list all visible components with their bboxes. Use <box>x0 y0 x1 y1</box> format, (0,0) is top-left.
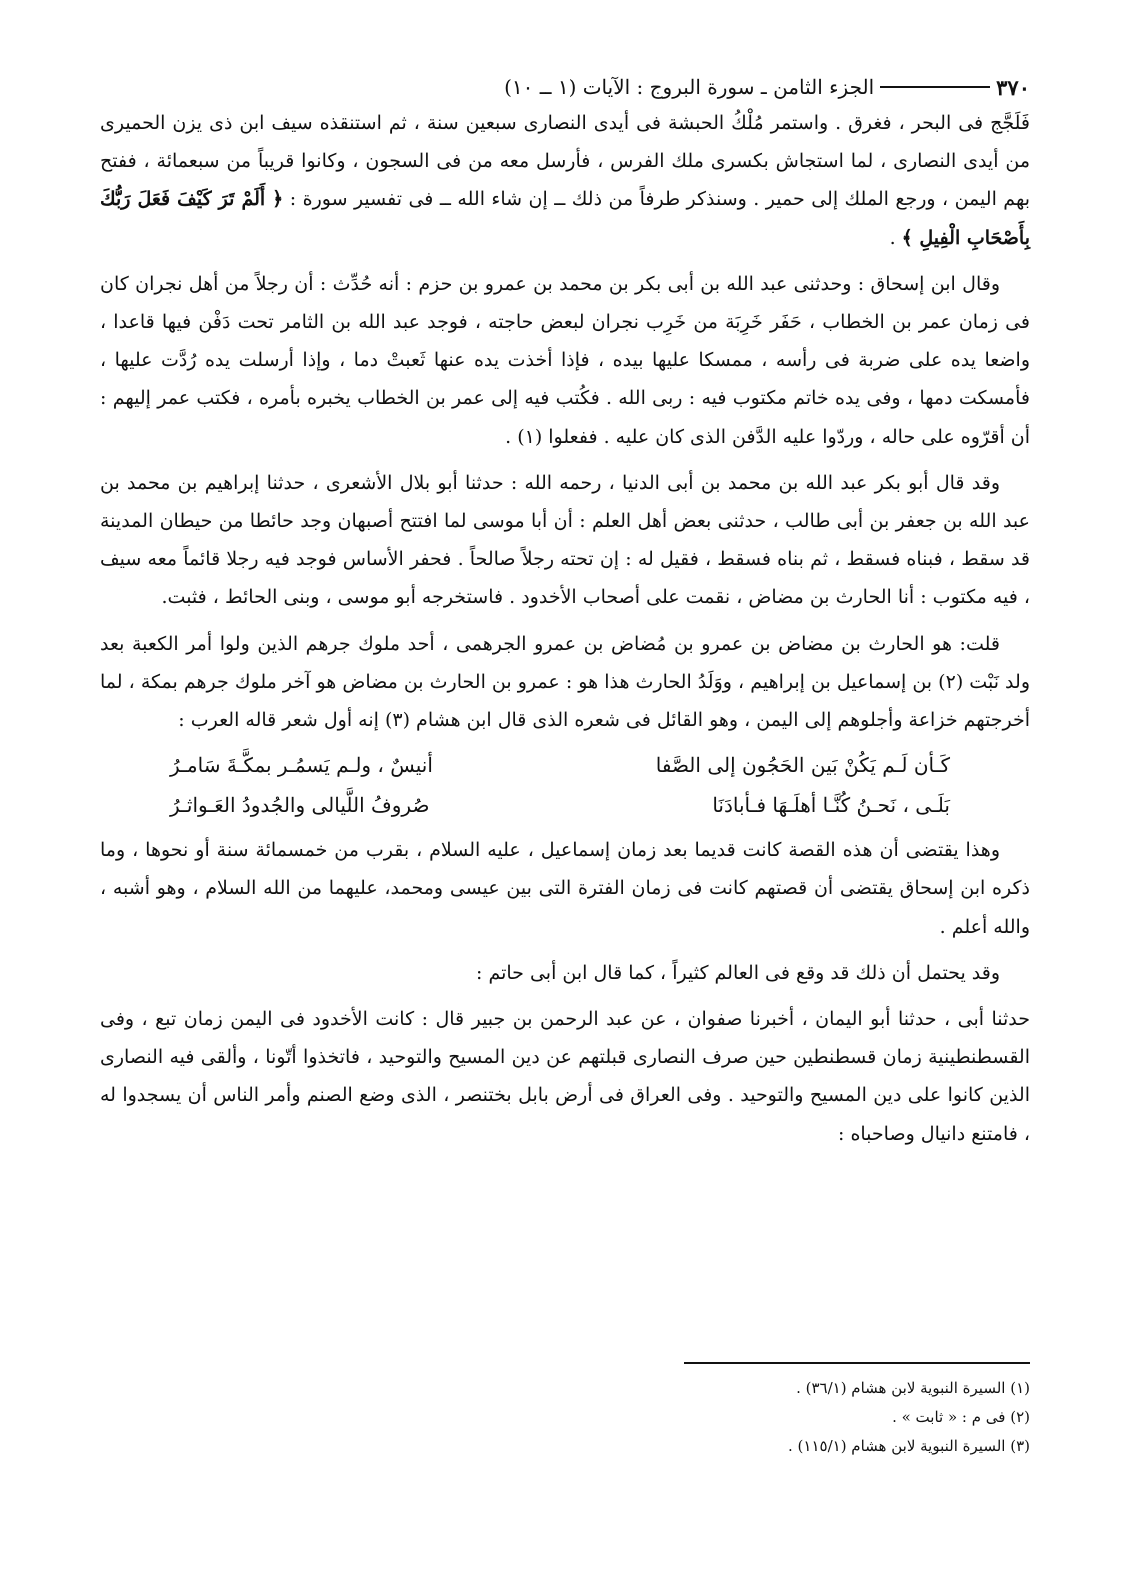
poem-line-2-second-hemistich: صُروفُ اللَّيالى والجُدودُ العَـواثـرُ <box>170 793 430 818</box>
paragraph-1-text: فَلَجَّج فى البحر ، فغرق . واستمر مُلْكُ الحبشة فى أيدى النصارى سبعين سنة ، ثم استنقذه سيف ابن ذى يزن الحميرى من أيدى النصارى ، لما استجاش بكسرى ملك الفرس ، فأرسل معه من فى السجون ، وكانوا قريباً من سبعمائة ، ففتح بهم اليمن ، ورجع الملك إلى حمير . وسنذكر طرفاً من ذلك ــ إن شاء الله ــ فى تفسير سورة : <box>100 112 1030 211</box>
footnote-1: (١) السيرة النبوية لابن هشام (٣٦/١) . <box>796 1379 1030 1397</box>
poem-line-1-first-hemistich: كَـأن لَـم يَكُنْ بَين الحَجُون إلى الصَّفا <box>655 753 950 778</box>
footnotes <box>530 1374 1030 1461</box>
paragraph-7: حدثنا أبى ، حدثنا أبو اليمان ، أخبرنا صفوان ، عن عبد الرحمن بن جبير قال : كانت الأخدود فى اليمن زمان تبع ، وفى القسطنطينية زمان قسطنطين حين صرف النصارى قبلتهم عن دين المسيح والتوحيد ، فاتخذوا أتّونا ، وألقى فيه النصارى الذين كانوا على دين المسيح والتوحيد . وفى العراق فى أرض بابل بختنصر ، الذى وضع الصنم وأمر الناس أن يسجدوا له ، فامتنع دانيال وصاحباه : <box>100 1008 1030 1145</box>
poem-line-2 <box>170 785 950 825</box>
poem-line-1-second-hemistich: أنيسٌ ، ولـم يَسمُـر بمكَّـةَ سَامـرُ <box>170 753 433 778</box>
paragraph-5: وهذا يقتضى أن هذه القصة كانت قديما بعد زمان إسماعيل ، عليه السلام ، بقرب من خمسمائة سنة أو نحوها ، وما ذكره ابن إسحاق يقتضى أن قصتهم كانت فى زمان الفترة التى بين عيسى ومحمد، عليهما من الله السلام ، وهو أشبه ، والله أعلم . <box>100 839 1030 938</box>
poem-line-2-first-hemistich: بَلَـى ، نَحـنُ كُنَّـا أهلَـهَا فـأبادَنَا <box>712 793 950 818</box>
paragraph-1 <box>100 104 1030 257</box>
paragraph-6: وقد يحتمل أن ذلك قد وقع فى العالم كثيراً ، كما قال ابن أبى حاتم : <box>476 961 1000 984</box>
book-page <box>100 70 1030 1153</box>
page-header <box>100 70 1030 104</box>
paragraph-3: وقد قال أبو بكر عبد الله بن محمد بن أبى الدنيا ، رحمه الله : حدثنا أبو بلال الأشعرى ، حدثنا إبراهيم بن محمد بن عبد الله بن جعفر بن أبى طالب ، حدثنى بعض أهل العلم : أن أبا موسى لما افتتح أصبهان وجد حائطا من حيطان المدينة قد سقط ، فبناه فسقط ، ثم بناه فسقط ، فقيل له : إن تحته رجلاً صالحاً . فحفر الأساس فوجد فيه رجلا قائماً معه سيف ، فيه مكتوب : أنا الحارث بن مضاض ، نقمت على أصحاب الأخدود . فاستخرجه أبو موسى ، وبنى الحائط ، فثبت. <box>100 471 1030 609</box>
paragraph-4: قلت: هو الحارث بن مضاض بن عمرو بن مُضاض بن عمرو الجرهمى ، أحد ملوك جرهم الذين ولوا أمر الكعبة بعد ولد نَبْت (٢) بن إسماعيل بن إبراهيم ، ووَلَدُ الحارث هذا هو : عمرو بن الحارث بن مضاض هو آخر ملوك جرهم بمكة ، لما أخرجتهم خزاعة وأجلوهم إلى اليمن ، وهو القائل فى شعره الذى قال ابن هشام (٣) إنه أول شعر قاله العرب : <box>100 632 1030 732</box>
footnote-2: (٢) فى م : « ثابت » . <box>892 1408 1030 1426</box>
page-number: ٣٧٠ <box>996 74 1030 100</box>
poem <box>100 745 1030 825</box>
quran-verse: ﴿ أَلَمْ تَرَ كَيْفَ فَعَلَ رَبُّكَ بِأَصْحَابِ الْفِيلِ ﴾ <box>100 188 1030 249</box>
paragraph-2: وقال ابن إسحاق : وحدثنى عبد الله بن أبى بكر بن محمد بن عمرو بن حزم : أنه حُدِّث : أن رجلاً من أهل نجران كان فى زمان عمر بن الخطاب ، حَفَر خَرِبَة من خَرِب نجران لبعض حاجته ، فوجد عبد الله بن الثامر تحت دَفْن فيها قاعدا ، واضعا يده على ضربة فى رأسه ، ممسكا عليها بيده ، فإذا أخذت يده عنها ثَعبتْ دما ، وإذا أرسلت يده رُدَّت عليها ، فأمسكت دمها ، وفى يده خاتم مكتوب فيه : ربى الله . فكُتب فيه إلى عمر بن الخطاب يخبره بأمره ، فكتب عمر إليهم : أن أقرّوه على حاله ، وردّوا عليه الدَّفن الذى كان عليه . ففعلوا (١) . <box>100 272 1030 448</box>
running-title: الجزء الثامن ـ سورة البروج : الآيات (١ ــ ١٠) <box>504 75 875 99</box>
paragraph-1-end: . <box>889 226 902 249</box>
poem-line-1 <box>170 745 950 785</box>
header-rule <box>880 86 990 88</box>
footnote-rule <box>684 1362 1030 1364</box>
footnote-3: (٣) السيرة النبوية لابن هشام (١١٥/١) . <box>788 1437 1030 1455</box>
